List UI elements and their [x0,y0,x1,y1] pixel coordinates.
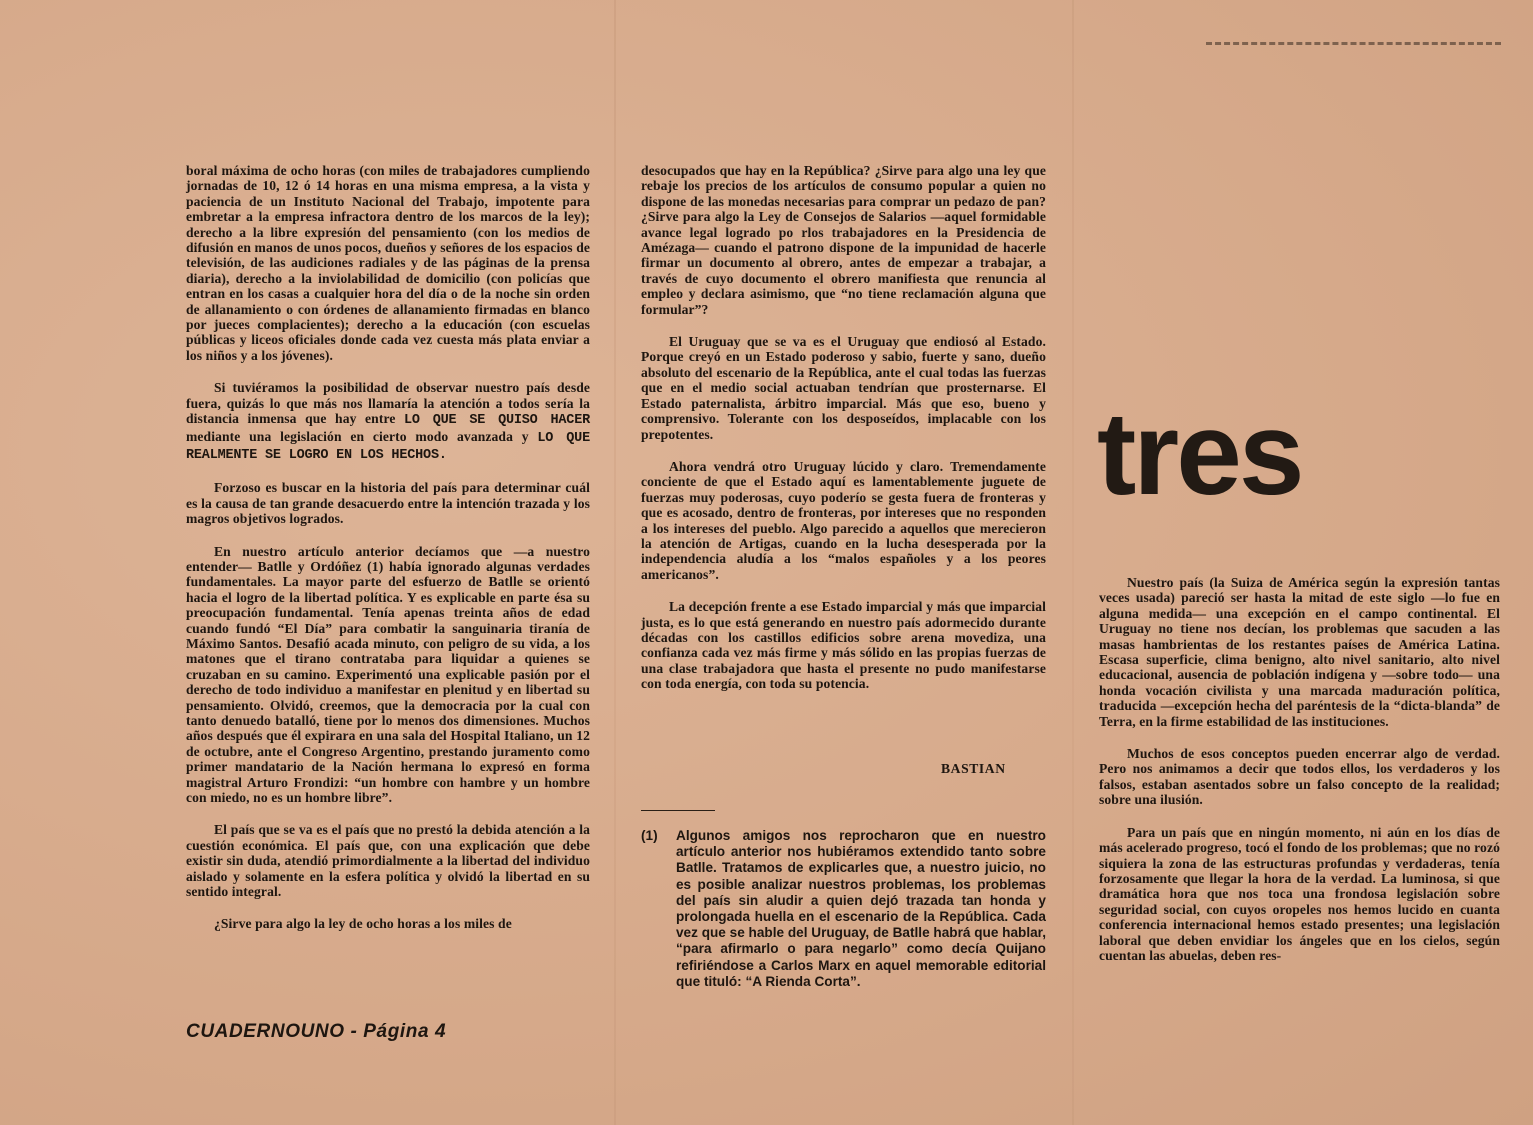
article-column-2 [641,163,1046,709]
paragraph: En nuestro artículo anterior decíamos que —a nuestro entender— Batlle y Ordóñez (1) había ignorado algunas verdades fundamentales. La mayor parte del esfuerzo de Batlle se orientó hacia el logro de la libertad política. Y es explicable en parte ésa su preocupación fundamental. Tenía apenas treinta años de edad cuando fundó “El Día” para combatir la sanguinaria tiranía de Máximo Santos. Desafió acada minuto, con peligro de su vida, a los matones que el tirano contrataba para liquidar a quienes se cruzaban en su camino. Experimentó una explicable pasión por el derecho de todo individuo a manifestar en plenitud y en libertad su pensamiento. Olvidó, creemos, que la democracia por la cual con tanto denuedo batalló, tiene por lo menos dos dimensiones. Muchos años después que él expirara en una sala del Hospital Italiano, un 12 de octubre, ante el Congreso Argentino, prestando juramento como primer mandatario de la Nación hermana lo expresó en forma magistral Arturo Frondizi: “un hombre con hambre y un hombre con miedo, no es un hombre libre”. [186,543,590,806]
paragraph: Ahora vendrá otro Uruguay lúcido y claro. Tremendamente conciente de que el Estado aquí es lamentablemente juguete de fuerzas muy poderosas, cuyo poderío se gesta fuera de fronteras y que es acosado, dentro de fronteras, por intereses que no responden a los intereses del pueblo. Algo parecido a aquellos que merecieron la atención de Artigas, cuando en la lucha desesperada por la independencia aludía a los “malos españoles y a los peores americanos”. [641,458,1046,582]
section-heading: tres [1097,388,1302,520]
paragraph: La decepción frente a ese Estado imparcial y más que imparcial justa, es lo que está generando en nuestro país adormecido durante décadas con los castillos edificios sobre arena movediza, una confianza cada vez más firme y más sólido en las propias fuerzas de una clase trabajadora que hasta el presente no pudo manifestarse con toda energía, con toda su potencia. [641,599,1046,692]
author-signature: BASTIAN [941,761,1006,776]
footnote [641,828,1046,990]
footer-page-title: CUADERNOUNO - Página 4 [186,1021,447,1042]
paragraph: Forzoso es buscar en la historia del país para determinar cuál es la causa de tan grande desacuerdo entre la intención trazada y los magros objetivos logrados. [186,480,590,527]
paragraph: desocupados que hay en la República? ¿Sirve para algo una ley que rebaje los precios de los artículos de consumo popular a quien no dispone de las monedas necesarias para comprar un pedazo de pan? ¿Sirve para algo la Ley de Consejos de Salarios —aquel formidable avance legal logrado po rlos trabajadores en la Presidencia de Amézaga— cuando el patrono dispone de la impunidad de hacerle firmar un documento al obrero, antes de empezar a trabajar, a través de cuyo documento el obrero manifiesta que renuncia al empleo y declara asimismo, que “no tiene reclamación alguna que formular”? [641,163,1046,317]
top-dashed-rule [1206,42,1501,45]
footnote-divider [641,810,715,811]
article-column-3 [1099,575,1500,980]
paragraph [186,380,590,463]
footnote-text: Algunos amigos nos reprocharon que en nuestro artículo anterior nos hubiéramos extendido tanto sobre Batlle. Tratamos de explicarles que, a nuestro juicio, no es posible analizar nuestros problemas, los problemas del país sin aludir a quien dejó trazada tan honda y prolongada huella en el escenario de la República. Cada vez que se hable del Uruguay, de Batlle habrá que hablar, “para afirmarlo o para negarlo” como decía Quijano refiriéndose a Carlos Marx en aquel memorable editorial que tituló: “A Rienda Corta”. [676,828,1046,989]
page-fold-right [1072,0,1074,1125]
paragraph-text: Si tuviéramos la posibilidad de observar nuestro país desde fuera, quizás lo que más nos llamaría la atención a todos sería la distancia inmensa que hay entre [186,380,590,427]
paragraph-text: mediante una legislación en cierto modo avanzada y [186,428,529,444]
page-fold-left [614,0,616,1125]
footnote-mark: (1) [641,828,658,843]
paragraph: ¿Sirve para algo la ley de ocho horas a los miles de [214,916,512,932]
paragraph: boral máxima de ocho horas (con miles de trabajadores cumpliendo jornadas de 10, 12 ó 14 horas en una misma empresa, a la vista y paciencia de un Instituto Nacional del Trabajo, impotente para embretar a la empresa infractora dentro de los marcos de la ley); derecho a la libre expresión del pensamiento (con los medios de difusión en manos de unos pocos, dueños y señores de los espacios de televisión, de las audiciones radiales y de las páginas de la prensa diaria), derecho a la inviolabilidad de domicilio (con policías que entran en los casas a cualquier hora del día o de la noche sin orden de allanamiento o con órdenes de allanamiento firmadas en blanco por jueces complacientes); derecho a la educación (con escuelas públicas y liceos oficiales donde cada vez cuesta más plata enviar a los niños y a los jóvenes). [186,163,590,363]
paragraph: El país que se va es el país que no prestó la debida atención a la cuestión económica. El país que, con una explicación que debe existir sin duda, atendió primordialmente a la libertad del individuo aislado y solamente en la esfera política y olvidó la libertad en su sentido integral. [186,822,590,900]
paragraph: Para un país que en ningún momento, ni aún en los días de más acelerado progreso, tocó el fondo de los problemas; que no rozó siquiera la zona de las estructuras profundas y verdaderas, tenía forzosamente que llegar la hora de la verdad. La luminosa, si que dramática hora que nos toca una frondosa legislación sobre seguridad social, con cuyos oropeles nos hemos lucido en cuanta conferencia internacional hemos estado presentes; una legislación laboral que deben envidiar los ángeles que en los cielos, según cuentan las abuelas, deben res- [1099,824,1500,963]
emphasis-text: LO QUE SE QUISO HACER [404,413,591,429]
article-column-1 [186,163,590,949]
paragraph: El Uruguay que se va es el Uruguay que endiosó al Estado. Porque creyó en un Estado poderoso y sabio, fuerte y sano, dueño absoluto del escenario de la República, ante el cual todas las fuerzas que en el medio social actuaban tendrían que prosternarse. El Estado paternalista, árbitro imparcial. Más que eso, bueno y comprensivo. Tolerante con los desposeídos, implacable con los prepotentes. [641,334,1046,442]
paragraph: Nuestro país (la Suiza de América según la expresión tantas veces usada) pareció ser hasta la mitad de este siglo —lo fue en alguna medida— una excepción en el campo continental. El Uruguay no tiene nos decían, los problemas que sacuden a las masas hambrientas de los restantes países de América Latina. Escasa superficie, clima benigno, alto nivel sanitario, alto nivel educacional, ausencia de población indígena y —sobre todo— una honda vocación civilista y una marcada maduración política, traducida —excepción hecha del paréntesis de la “dicta-blanda” de Terra, en la firme estabilidad de las instituciones. [1099,575,1500,729]
emphasis-text: LO QUE REALMENTE SE LOGRO EN LOS HECHOS. [186,430,590,463]
paragraph: Muchos de esos conceptos pueden encerrar algo de verdad. Pero nos animamos a decir que todos ellos, los verdaderos y los falsos, estaban asentados sobre un falso concepto de la realidad; sobre una ilusión. [1099,746,1500,808]
